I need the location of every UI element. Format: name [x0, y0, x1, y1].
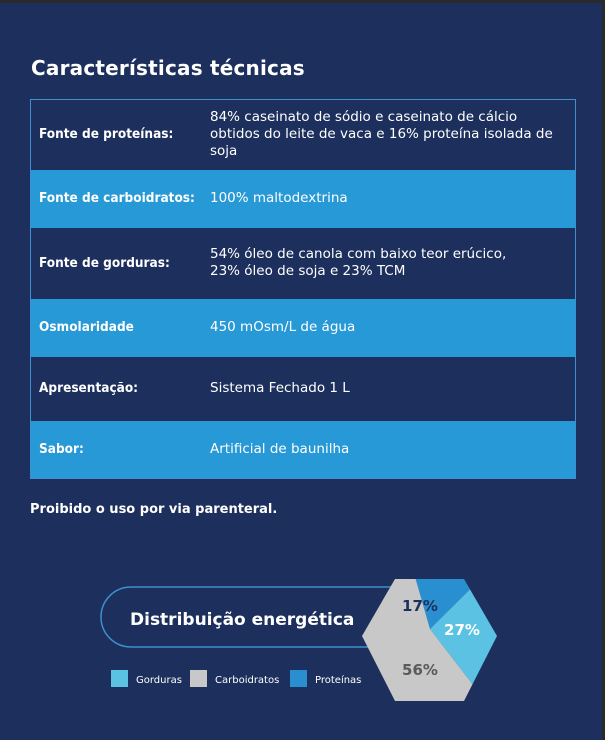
row-value: [209, 170, 576, 228]
legend-swatch-proteinas: [290, 670, 307, 687]
value-line: 84% caseinato de sódio e caseinato de cálcio: [210, 109, 518, 126]
row-value: [209, 299, 576, 357]
table-row: [31, 100, 576, 170]
page-title: Características técnicas: [31, 56, 305, 80]
row-value: [209, 357, 576, 421]
table-row: [31, 228, 576, 299]
value-line: 23% óleo de soja e 23% TCM: [210, 263, 406, 279]
value-line: 54% óleo de canola com baixo teor erúcico,: [210, 246, 507, 262]
legend-swatch-carboidratos: [190, 670, 207, 687]
energy-pie: [310, 575, 550, 715]
specs-table: [30, 99, 576, 479]
table-row: [31, 170, 576, 228]
row-label: Sabor:: [39, 440, 84, 457]
energy-title: Distribuição energética: [130, 610, 355, 630]
top-edge: [0, 0, 605, 3]
pie-label-proteinas: 17%: [402, 597, 438, 615]
row-value: [209, 100, 576, 170]
value-line: obtidos do leite de vaca e 16% proteína isolada de soja: [210, 126, 553, 160]
value-line: Sistema Fechado 1 L: [210, 380, 350, 396]
table-row: [31, 299, 576, 357]
legend-swatch-gorduras: [111, 670, 128, 687]
pie-label-carboidratos: 56%: [402, 661, 438, 679]
legend-label-gorduras: Gorduras: [136, 675, 182, 686]
value-line: Artificial de baunilha: [210, 440, 350, 457]
row-label: Fonte de carboidratos:: [39, 190, 195, 206]
legend-label-proteinas: Proteínas: [315, 675, 362, 686]
energy-distribution: [0, 575, 605, 715]
legend-label-carboidratos: Carboidratos: [215, 675, 280, 686]
row-value: [209, 421, 576, 479]
value-line: 450 mOsm/L de água: [210, 319, 356, 335]
row-label: Osmolaridade: [39, 319, 134, 335]
row-value: [209, 228, 576, 299]
row-label: Fonte de gorduras:: [39, 254, 170, 271]
row-label: Fonte de proteínas:: [39, 126, 174, 143]
row-label: Apresentação:: [39, 380, 139, 396]
parenteral-warning: Proibido o uso por via parenteral.: [30, 502, 278, 517]
legend: [111, 670, 361, 687]
value-line: 100% maltodextrina: [210, 190, 348, 206]
pie-label-gorduras: 27%: [444, 621, 480, 639]
table-row: [31, 357, 576, 421]
table-row: [31, 421, 576, 479]
